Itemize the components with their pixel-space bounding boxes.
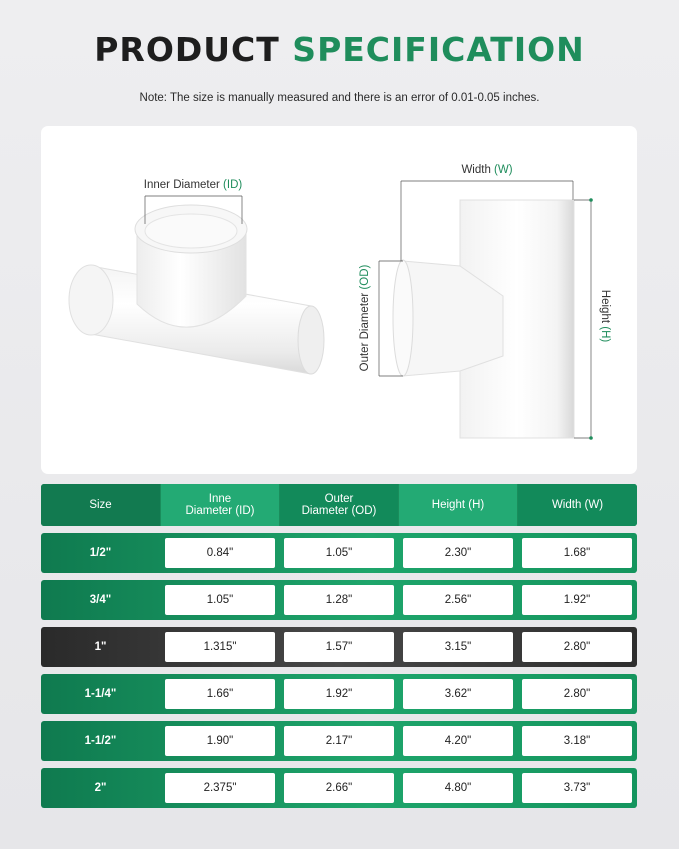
width-label: Width (W): [461, 164, 513, 176]
measurement-note: Note: The size is manually measured and there is an error of 0.01-0.05 inches.: [139, 92, 540, 104]
id-cell: 1.315": [165, 632, 275, 662]
tee-front-view: [359, 164, 611, 440]
height-cell: 2.30": [403, 538, 513, 568]
header-width: Width (W): [518, 484, 637, 526]
table-header-row: [41, 484, 637, 526]
product-diagram-card: [41, 126, 637, 474]
height-cell: 3.62": [403, 679, 513, 709]
size-cell: 1-1/4": [84, 688, 117, 700]
width-cell: 2.80": [522, 632, 632, 662]
width-cell: 1.92": [522, 585, 632, 615]
id-cell: 1.90": [165, 726, 275, 756]
size-cell: 3/4": [89, 594, 112, 606]
height-label: Height (H): [599, 289, 611, 343]
width-cell: 3.18": [522, 726, 632, 756]
spec-table: [41, 484, 637, 815]
id-cell: 1.05": [165, 585, 275, 615]
od-cell: 1.57": [284, 632, 394, 662]
od-cell: 2.66": [284, 773, 394, 803]
table-row: [41, 533, 637, 573]
header-size: Size: [41, 484, 160, 526]
header-outer-diameter: Outer Diameter (OD): [280, 484, 398, 526]
header-inner-diameter: Inne Diameter (ID): [161, 484, 279, 526]
id-cell: 1.66": [165, 679, 275, 709]
header-height: Height (H): [399, 484, 517, 526]
height-cell: 4.80": [403, 773, 513, 803]
table-row: [41, 674, 637, 714]
size-cell: 1-1/2": [84, 735, 117, 747]
width-cell: 1.68": [522, 538, 632, 568]
outer-diameter-label: Outer Diameter (OD): [359, 264, 371, 372]
table-row-highlighted: [41, 627, 637, 667]
page-title: [0, 30, 679, 69]
width-cell: 3.73": [522, 773, 632, 803]
pvc-tee-diagram: [41, 126, 637, 474]
size-cell: 2": [94, 782, 107, 794]
id-cell: 2.375": [165, 773, 275, 803]
od-cell: 1.05": [284, 538, 394, 568]
od-cell: 1.92": [284, 679, 394, 709]
table-row: [41, 721, 637, 761]
height-cell: 2.56": [403, 585, 513, 615]
table-row: [41, 768, 637, 808]
height-cell: 4.20": [403, 726, 513, 756]
inner-diameter-label: Inner Diameter (ID): [143, 179, 243, 191]
id-cell: 0.84": [165, 538, 275, 568]
height-cell: 3.15": [403, 632, 513, 662]
od-cell: 1.28": [284, 585, 394, 615]
title-part-1: PRODUCT: [94, 30, 280, 69]
size-cell: 1/2": [89, 547, 112, 559]
title-part-2: SPECIFICATION: [292, 30, 585, 69]
width-cell: 2.80": [522, 679, 632, 709]
size-cell: 1": [94, 641, 107, 653]
table-row: [41, 580, 637, 620]
od-cell: 2.17": [284, 726, 394, 756]
tee-perspective-view: [69, 179, 324, 374]
